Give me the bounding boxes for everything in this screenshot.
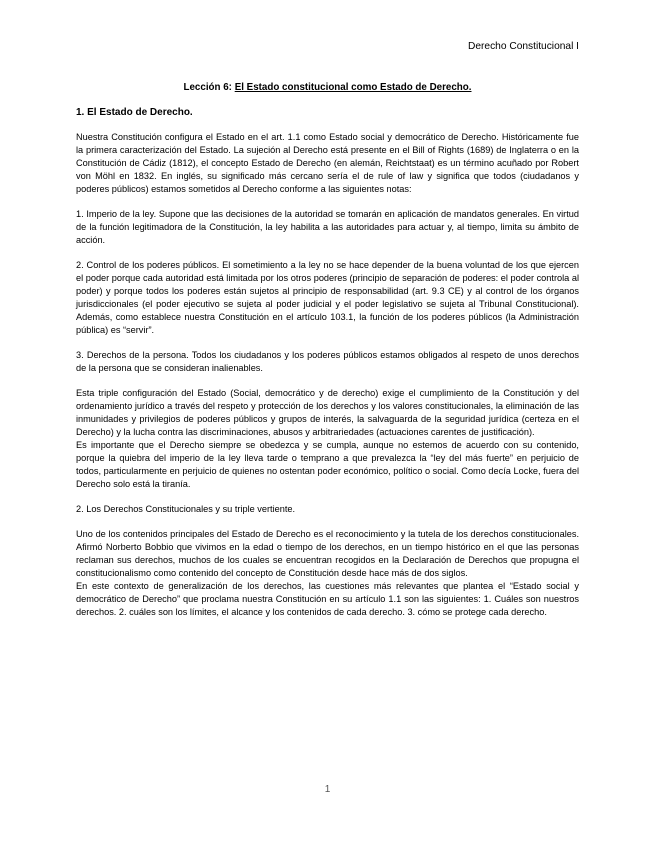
section-1-heading: 1. El Estado de Derecho. xyxy=(76,107,193,118)
page-number: 1 xyxy=(324,784,331,795)
section-1-intro: Nuestra Constitución configura el Estado en el art. 1.1 como Estado social y democrático de Derecho. Históricamente fue la primera caracterización del Estado. La sujeción al Derecho está presente en el Bill of Rights (1689) de Inglaterra o en la Constitución de Cádiz (1812), el concepto Estado de Derecho (en alemán, Reichtstaat) es un término acuñado por Robert von Möhl en 1832. En inglés, su significado más cercano sería el de rule of law y significa que todos (ciudadanos y poderes públicos) estamos sometidos al Derecho conforme a las siguientes notas: xyxy=(76,132,579,194)
lesson-title xyxy=(0,82,655,93)
running-header: Derecho Constitucional I xyxy=(468,41,579,52)
section-2-paragraph-1: Uno de los contenidos principales del Estado de Derecho es el reconocimiento y la tutela de los derechos constitucionales. Afirmó Norberto Bobbio que vivimos en la edad o tiempo de los derechos, en un tiempo histórico en el que las personas reclaman sus derechos, muchos de los cuales se encuentran recogidos en la Declaración de Derechos que propugna el constitucionalismo como contenido del concepto de Constitución desde hace más de dos siglos. xyxy=(76,529,579,578)
lesson-title-text: El Estado constitucional como Estado de Derecho. xyxy=(234,82,472,93)
importante-paragraph: Es importante que el Derecho siempre se obedezca y se cumpla, aunque no estemos de acuerdo con su contenido, porque la quiebra del imperio de la ley lleva tarde o temprano a que prevalezca la “ley del más fuerte” en perjuicio de todos, particularmente en perjuicio de quienes no ostentan poder económico, político o social. Como decía Locke, fuera del Derecho solo está la tiranía. xyxy=(76,440,579,489)
section-2-paragraph-2: En este contexto de generalización de los derechos, las cuestiones más relevantes que plantea el “Estado social y democrático de Derecho” que proclama nuestra Constitución en su artículo 1.1 son las siguientes: 1. Cuáles son nuestros derechos. 2. cuáles son los límites, el alcance y los contenidos de cada derecho. 3. cómo se protege cada derecho. xyxy=(76,581,579,617)
note-control-poderes: 2. Control de los poderes públicos. El sometimiento a la ley no se hace depender de la buena voluntad de los que ejercen el poder porque cada autoridad está limitada por los otros poderes (principio de separación de poderes: el poder controla al poder) y porque todos los poderes están sujetos al principio de responsabilidad (art. 9.3 CE) y al control de los órganos jurisdiccionales (el poder ejecutivo se sujeta al poder judicial y el poder legislativo se sujeta al Tribunal Constitucional). Además, como establece nuestra Constitución en el artículo 103.1, la función de los poderes públicos (la Administración pública) es “servir”. xyxy=(76,260,579,335)
note-derechos-persona: 3. Derechos de la persona. Todos los ciudadanos y los poderes públicos estamos obligados al respeto de unos derechos de la persona que se consideran inalienables. xyxy=(76,350,579,373)
note-imperio-ley: 1. Imperio de la ley. Supone que las decisiones de la autoridad se tomarán en aplicación de mandatos generales. En virtud de la función legitimadora de la Constitución, la ley habilita a las autoridades para actuar y, al tiempo, limita su ámbito de acción. xyxy=(76,209,579,245)
section-2-heading: 2. Los Derechos Constitucionales y su triple vertiente. xyxy=(76,504,296,514)
triple-configuracion-paragraph: Esta triple configuración del Estado (Social, democrático y de derecho) exige el cumplimiento de la Constitución y del ordenamiento jurídico a través del respeto y protección de los derechos y los valores constitucionales, la eliminación de las inmunidades y privilegios de poderes públicos y grupos de interés, la salvaguarda de la seguridad jurídica (certeza en el Derecho) y la lucha contra las discriminaciones, abusos y arbitrariedades (actuaciones carentes de justificación). xyxy=(76,388,579,437)
document-body xyxy=(76,106,579,619)
lesson-label: Lección 6: xyxy=(183,82,232,93)
